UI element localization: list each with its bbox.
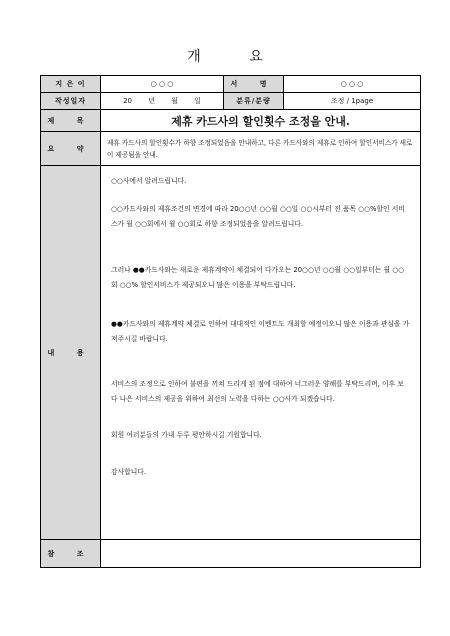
document-table [40, 75, 421, 568]
category-label: 분류/분량 [224, 93, 284, 110]
summary-label: 요 약 [41, 132, 101, 166]
content-paragraph: 서비스의 조정으로 인하여 불편을 끼쳐 드리게 된 점에 대하여 너그러운 양해를 부탁드리며, 이후 보다 나은 서비스의 제공을 위하여 최선의 노력을 다하는 ○○사가 되겠습니다. [111, 379, 404, 403]
subject-value: 제휴 카드사의 할인횟수 조정을 안내. [101, 110, 421, 132]
signature-label: 서 명 [224, 76, 284, 93]
category-value: 조정 / 1page [284, 93, 421, 110]
subject-row [41, 110, 421, 132]
summary-value: 제휴 카드사의 할인횟수가 하향 조정되었음을 안내하고, 다른 카드사와의 제휴로 인하여 할인서비스가 새로이 제공됨을 안내. [101, 132, 421, 166]
content-row [41, 166, 421, 540]
content-label: 내 용 [41, 166, 101, 540]
date-value: 20 년 월 일 [101, 93, 224, 110]
date-label: 작성일자 [41, 93, 101, 110]
summary-row [41, 132, 421, 166]
content-paragraph: 회원 여러분들의 가내 두루 평안하시길 기원합니다. [111, 430, 262, 439]
content-paragraph: 감사합니다. [111, 468, 146, 476]
signature-value: ○ ○ ○ [284, 76, 421, 93]
content-paragraph: ○○카드사와의 제휴조건의 변경에 따라 20○○년 ○○월 ○○일 ○○시부터 전 품목 ○○%할인 서비스가 월 ○○회에서 월 ○○회로 하향 조정되었음을 알려드립니다. [111, 204, 405, 228]
content-paragraph: 그러나 ●●카드사와는 새로운 제휴계약이 체결되어 다가오는 20○○년 ○○월 ○○일부터는 월 ○○회 ○○% 할인서비스가 제공되오니 많은 이용을 부탁드립니다. [111, 265, 405, 289]
subject-label: 제 목 [41, 110, 101, 132]
author-row [41, 76, 421, 93]
author-label: 지 은 이 [41, 76, 101, 93]
page-title: 개 요 [187, 49, 285, 65]
author-value: ○ ○ ○ [101, 76, 224, 93]
reference-label: 참 조 [41, 540, 101, 568]
reference-row [41, 540, 421, 568]
date-row [41, 93, 421, 110]
reference-value [101, 540, 421, 568]
content-paragraph: ○○사에서 알려드립니다. [111, 177, 187, 185]
content-paragraph: ●●카드사와의 제휴계약 체결로 인하여 대대적인 이벤트도 개최할 예정이오니 많은 이용과 관심을 가져주시길 바랍니다. [111, 319, 410, 343]
content-body [101, 166, 421, 540]
